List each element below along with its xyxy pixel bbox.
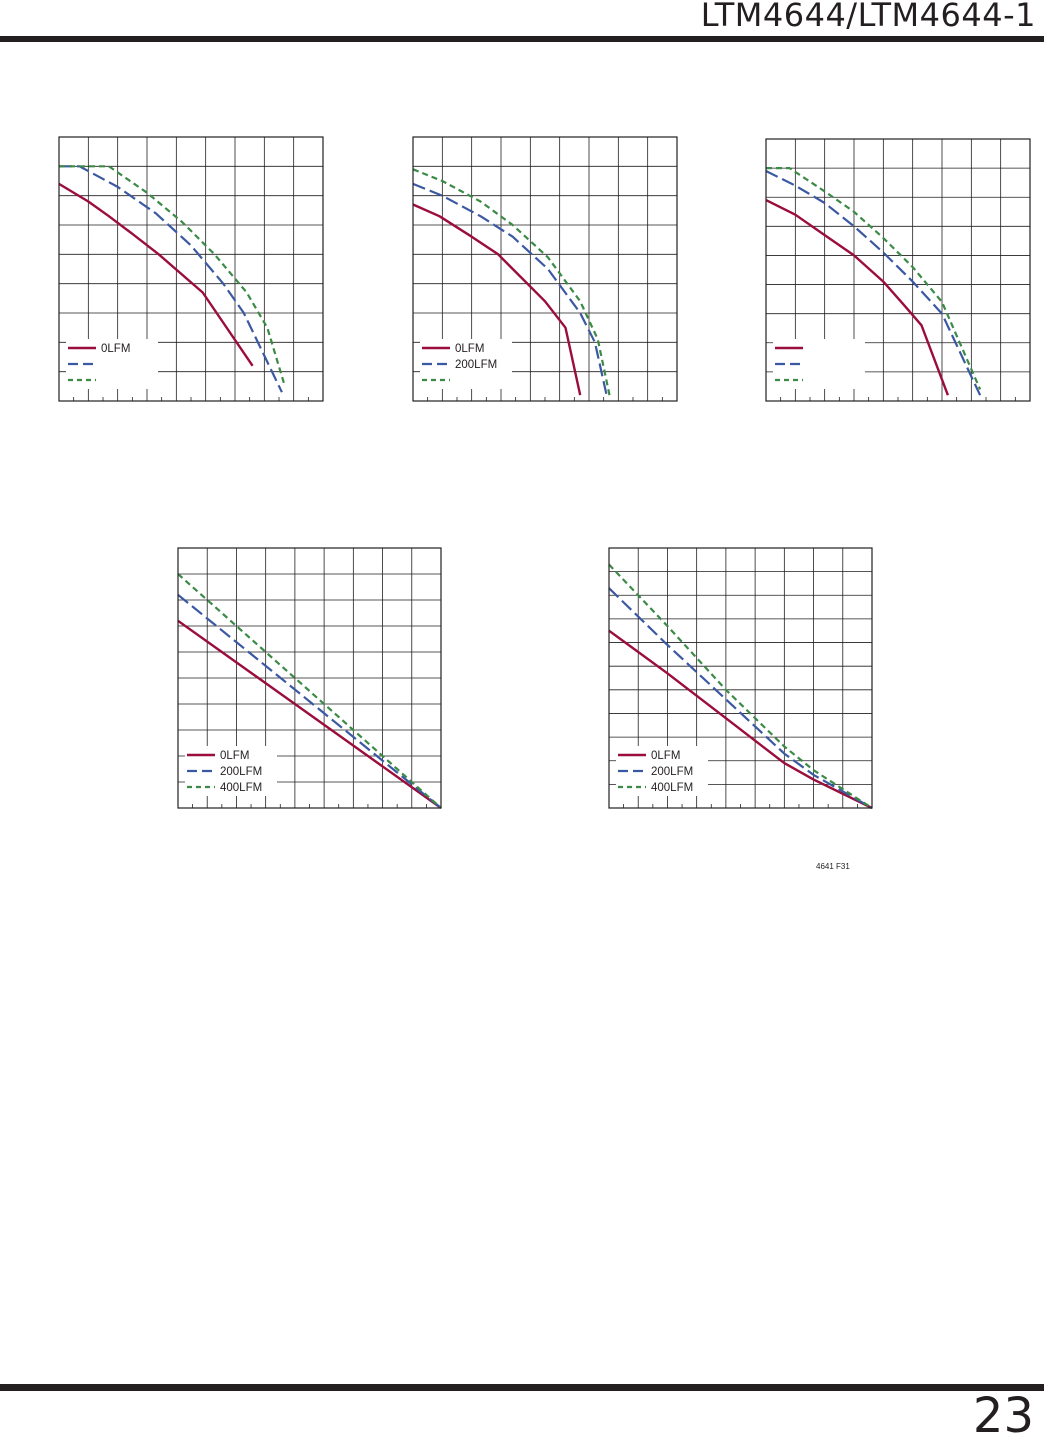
legend (773, 339, 865, 389)
derating-chart-1 (58, 136, 324, 402)
legend-label: 0LFM (455, 343, 485, 355)
header-rule (0, 36, 1044, 42)
derating-chart-5 (608, 547, 873, 809)
legend-label: 200LFM (455, 359, 498, 371)
page-number: 23 (972, 1388, 1034, 1444)
legend-label: 0LFM (101, 343, 131, 355)
derating-chart-2 (412, 136, 678, 402)
derating-chart-4 (177, 547, 442, 809)
derating-chart-3 (765, 138, 1031, 402)
legend-label: 200LFM (220, 766, 263, 778)
legend-label: 0LFM (651, 750, 681, 762)
figure-code: 4641 F31 (816, 862, 850, 871)
legend-background (773, 339, 865, 389)
legend-label: 400LFM (220, 782, 263, 794)
legend-label: 400LFM (651, 782, 694, 794)
document-title: LTM4644/LTM4644-1 (700, 0, 1036, 34)
footer-rule (0, 1384, 1044, 1391)
legend-label: 200LFM (651, 766, 694, 778)
legend-label: 0LFM (220, 750, 250, 762)
